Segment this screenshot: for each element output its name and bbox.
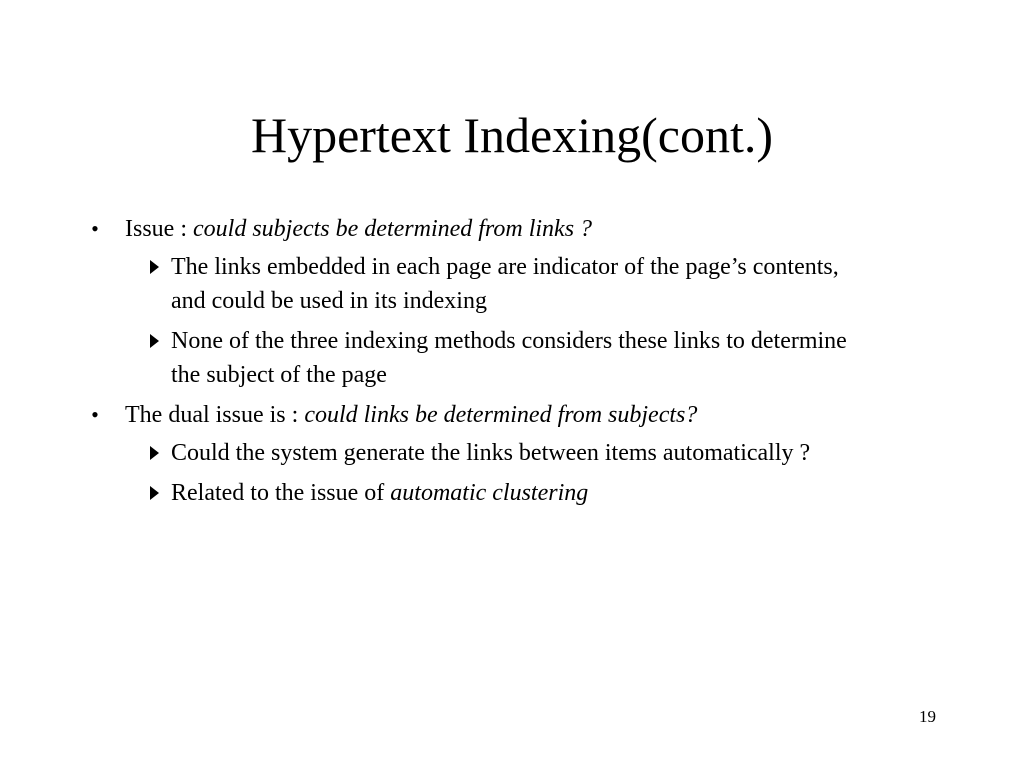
bullet-emphasis: could links be determined from subjects?: [304, 402, 698, 428]
slide-content: [88, 212, 968, 516]
bullet-dot-icon: •: [91, 216, 99, 241]
sub-bullet-text: The links embedded in each page are indicator of the page’s contents, and could be used in its indexing: [171, 254, 839, 314]
sub-bullet-text: None of the three indexing methods considers these links to determine the subject of the page: [171, 328, 847, 388]
sub-bullet-item-1-1: [150, 250, 871, 318]
bullet-lead: The dual issue is :: [125, 402, 305, 428]
bullet-item-1: [88, 212, 968, 246]
triangle-right-icon: [150, 260, 159, 274]
bullet-item-2: [88, 398, 968, 432]
bullet-emphasis: could subjects be determined from links ?: [193, 216, 593, 242]
sub-bullet-text: Could the system generate the links between items automatically ?: [171, 440, 811, 466]
sub-bullet-lead: Related to the issue of: [171, 480, 391, 506]
sub-bullet-item-2-1: [150, 436, 961, 470]
slide-title: Hypertext Indexing(cont.): [250, 107, 774, 163]
triangle-right-icon: [150, 446, 159, 460]
triangle-right-icon: [150, 486, 159, 500]
sub-bullet-item-2-2: [150, 476, 961, 510]
sub-bullet-item-1-2: [150, 324, 871, 392]
sub-bullet-emphasis: automatic clustering: [390, 480, 589, 506]
bullet-lead: Issue :: [125, 216, 193, 242]
triangle-right-icon: [150, 334, 159, 348]
bullet-dot-icon: •: [91, 402, 99, 427]
page-number: 19: [919, 707, 936, 726]
